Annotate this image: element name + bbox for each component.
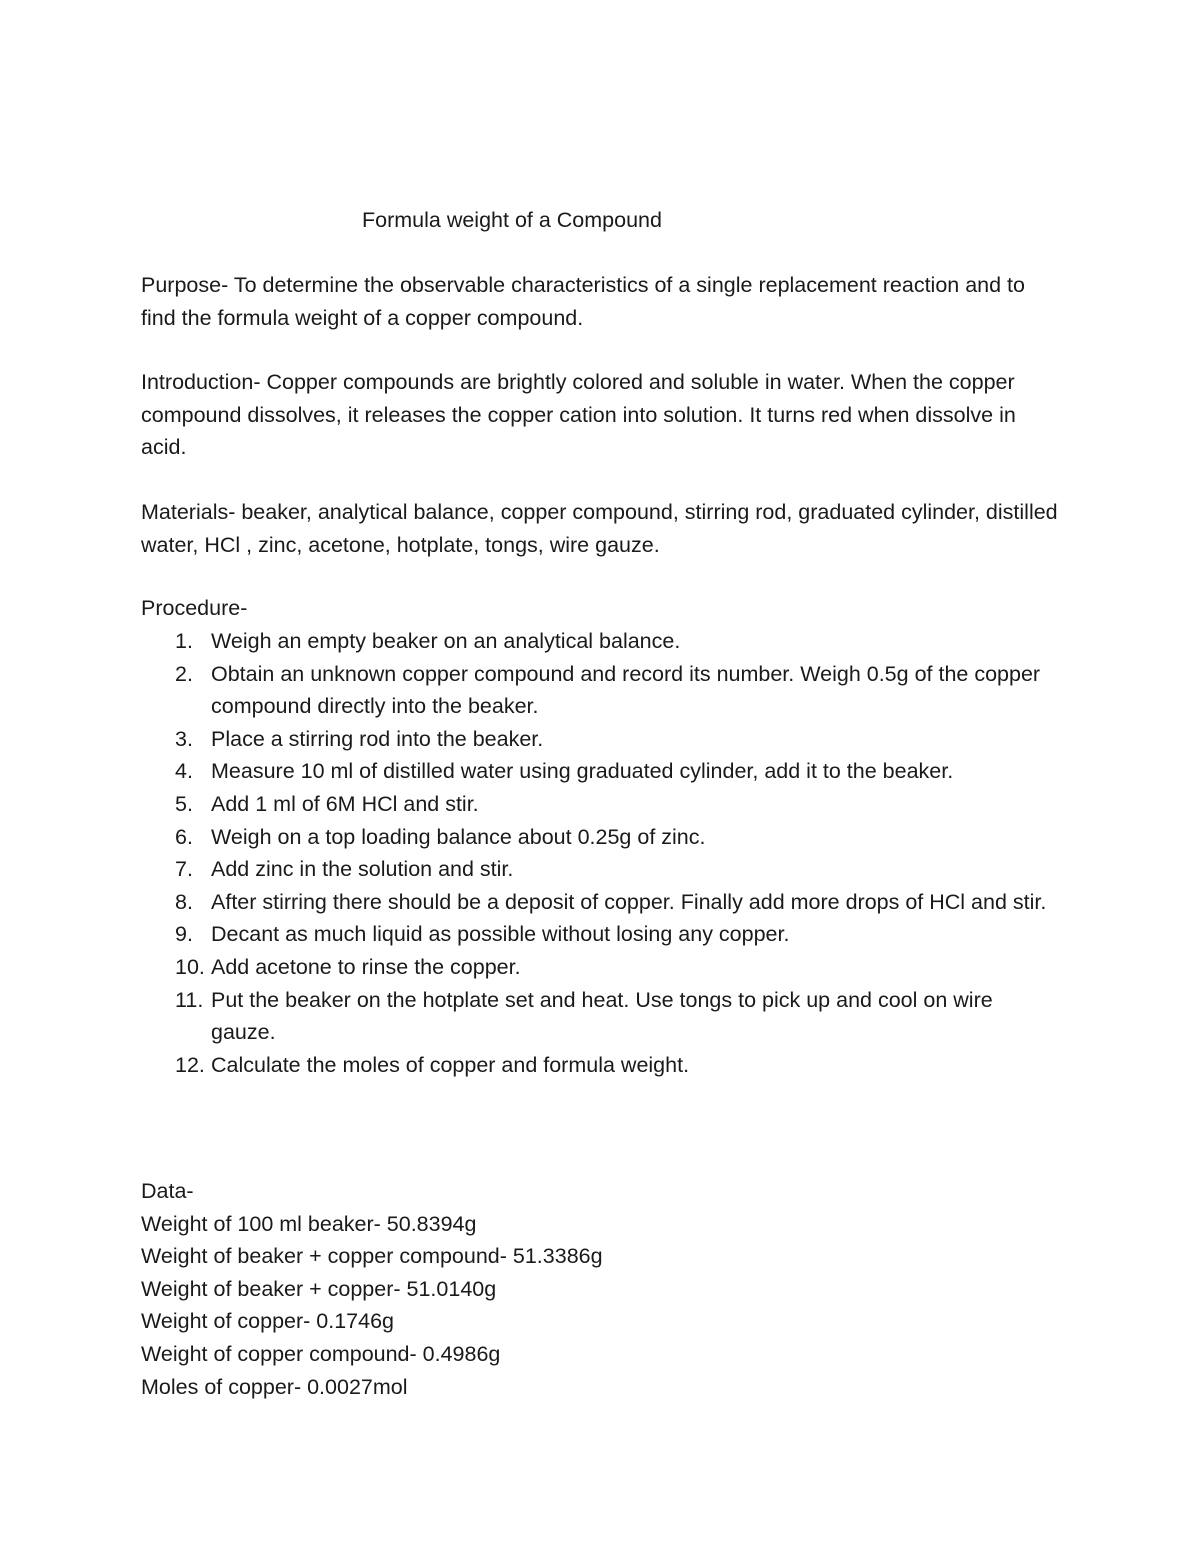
step-number: 6. xyxy=(175,824,193,849)
materials-paragraph: Materials- beaker, analytical balance, copper compound, stirring rod, graduated cylinder, distilled water, HCl , zinc, acetone, hotplate, tongs, wire gauze. xyxy=(141,500,1058,557)
procedure-step xyxy=(141,658,1061,723)
step-text: Decant as much liquid as possible without losing any copper. xyxy=(211,922,790,947)
step-number: 9. xyxy=(175,922,193,947)
step-text: Weigh an empty beaker on an analytical balance. xyxy=(211,629,681,653)
step-number: 2. xyxy=(175,661,193,686)
purpose-paragraph: Purpose- To determine the observable characteristics of a single replacement reaction and to find the formula weight of a copper compound. xyxy=(141,273,1025,330)
procedure-step xyxy=(141,723,1061,756)
data-line: Weight of copper- 0.1746g xyxy=(141,1309,394,1334)
procedure-list xyxy=(141,625,1061,1081)
step-text: Add zinc in the solution and stir. xyxy=(211,857,514,882)
step-number: 1. xyxy=(175,629,193,653)
step-number: 10. xyxy=(175,954,205,979)
procedure-step xyxy=(141,853,1061,886)
step-number: 12. xyxy=(175,1052,205,1077)
procedure-step xyxy=(141,951,1061,984)
procedure-step xyxy=(141,886,1061,919)
step-number: 7. xyxy=(175,857,193,882)
step-number: 5. xyxy=(175,791,193,816)
step-text: Add 1 ml of 6M HCl and stir. xyxy=(211,791,479,816)
step-text: Weigh on a top loading balance about 0.25g of zinc. xyxy=(211,824,706,849)
data-line: Weight of 100 ml beaker- 50.8394g xyxy=(141,1211,477,1236)
step-text: Add acetone to rinse the copper. xyxy=(211,954,521,979)
procedure-step xyxy=(141,918,1061,951)
step-number: 8. xyxy=(175,889,193,914)
procedure-step xyxy=(141,788,1061,821)
step-text: Put the beaker on the hotplate set and heat. Use tongs to pick up and cool on wire gauze. xyxy=(211,987,993,1045)
step-text: Calculate the moles of copper and formula weight. xyxy=(211,1052,690,1077)
data-line: Weight of beaker + copper- 51.0140g xyxy=(141,1276,497,1301)
procedure-step xyxy=(141,755,1061,788)
procedure-step xyxy=(141,821,1061,854)
procedure-step xyxy=(141,625,1061,658)
step-text: Measure 10 ml of distilled water using graduated cylinder, add it to the beaker. xyxy=(211,759,954,784)
introduction-paragraph: Introduction- Copper compounds are brightly colored and soluble in water. When the copper compound dissolves, it releases the copper cation into solution. It turns red when dissolve in acid. xyxy=(141,370,1016,460)
data-line: Weight of copper compound- 0.4986g xyxy=(141,1341,501,1366)
procedure-step xyxy=(141,1049,1061,1082)
step-number: 3. xyxy=(175,726,193,751)
procedure-step xyxy=(141,984,1061,1049)
step-number: 4. xyxy=(175,759,193,784)
step-number: 11. xyxy=(175,987,204,1012)
step-text: Obtain an unknown copper compound and record its number. Weigh 0.5g of the copper compound directly into the beaker. xyxy=(211,661,1041,719)
document-title: Formula weight of a Compound xyxy=(362,208,662,232)
data-heading: Data- xyxy=(141,1179,194,1203)
data-line: Moles of copper- 0.0027mol xyxy=(141,1374,408,1399)
step-text: Place a stirring rod into the beaker. xyxy=(211,726,544,751)
procedure-heading: Procedure- xyxy=(141,596,248,620)
data-line: Weight of beaker + copper compound- 51.3386g xyxy=(141,1244,603,1269)
step-text: After stirring there should be a deposit of copper. Finally add more drops of HCl and stir. xyxy=(211,889,1047,914)
data-section xyxy=(141,1175,1061,1403)
